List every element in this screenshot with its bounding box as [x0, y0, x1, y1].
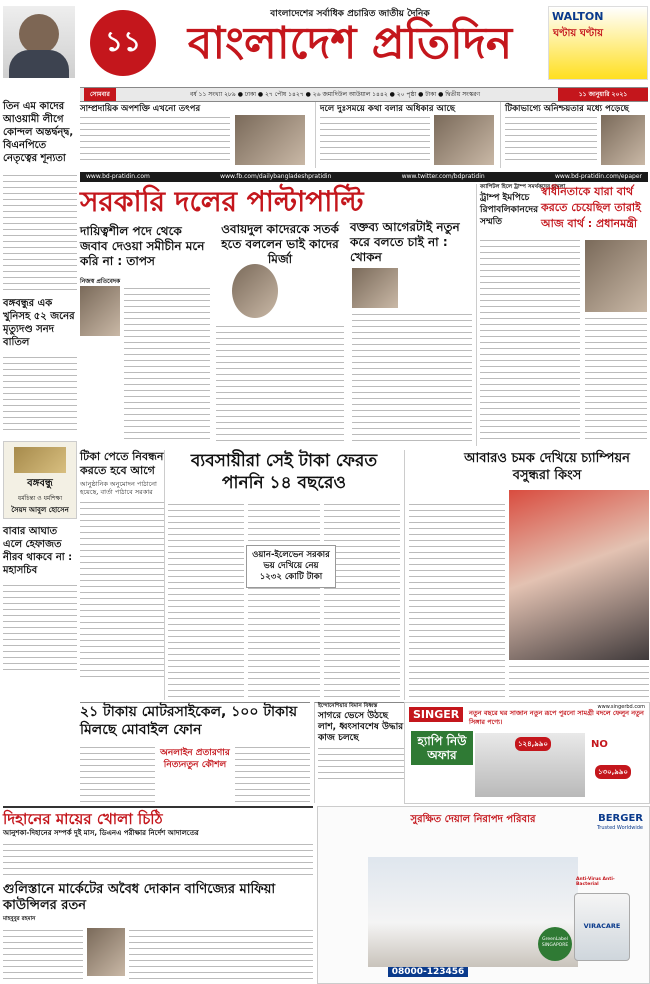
- left-item1-headline[interactable]: তিন এম কাদের আওয়ামী লীগে কোন্দল অন্তর্দ্বন্দ্ব, বিএনপিতে নেতৃত্বের শূন্যতা: [3, 101, 74, 164]
- masthead: [0, 0, 650, 85]
- right-lead-kicker: ক্যাপিটল হিলে ট্রাম্প সমর্থকদের হামলা: [480, 184, 566, 190]
- berger-product: VIRACARE: [574, 893, 630, 961]
- lead-sub-3: বক্তব্য আগেরটাই নতুন করে বলতে চাই না : খোকন: [350, 220, 460, 264]
- lead-story[interactable]: [80, 184, 472, 446]
- singer-tagline: নতুন বছরে ঘর সাজান নতুন রূপে পুরনো সামগ্রী বদলে ফেলুন নতুন সিঙ্গার পণ্যে।: [469, 709, 644, 726]
- web-link-facebook[interactable]: www.fb.com/dailybangladeshpratidin: [220, 173, 332, 180]
- motorbike-inset: অনলাইন প্রতারণার নিত্যনতুন কৌশল: [160, 748, 230, 770]
- book-subtitle: ধর্মচিন্তা ও ধর্মশিক্ষা: [17, 495, 63, 502]
- top-story-1-headline: সাম্প্রদায়িক অপশক্তি এখনো তৎপর: [80, 104, 201, 114]
- top-story-2-photo: [434, 115, 494, 165]
- one-eleven-inset: ওয়ান-ইলেভেন সরকার ভয় দেখিয়ে নেয় ১২৩২ কোটি টাকা: [246, 545, 336, 588]
- english-date: ১১ জানুয়ারি ২০২১: [558, 88, 648, 101]
- top-story-3[interactable]: [500, 102, 650, 168]
- vaccine-registration-story[interactable]: [80, 450, 165, 700]
- lead-headline: সরকারি দলের পাল্টাপাল্টি: [80, 185, 364, 218]
- top-story-1-photo: [235, 115, 305, 165]
- vaccine-headline: টিকা পেতে নিবন্ধন করতে হবে আগে: [80, 450, 164, 477]
- left-item3-headline[interactable]: বাবার আঘাত এলে হেফাজত নীরব থাকবে না : মহাসচিব: [3, 526, 73, 576]
- anniversary-number: ১১: [104, 24, 142, 58]
- book-author: সৈয়দ আবুল হোসেন: [11, 506, 69, 514]
- web-link-epaper[interactable]: www.bd-pratidin.com/epaper: [555, 173, 642, 180]
- berger-head: সুরক্ষিত দেয়াল নিরাপদ পরিবার: [410, 814, 536, 825]
- top-stories-row: [80, 102, 648, 170]
- dihan-mother-headline[interactable]: দিহানের মায়ের খোলা চিঠি: [3, 810, 163, 828]
- berger-hotline[interactable]: 08000-123456: [388, 967, 468, 977]
- dihan-mother-subhead: আনুশকা-দিহানের সম্পর্ক দুই মাস, ডিএনএ পরীক্ষার নির্দেশ আদালতের: [3, 829, 199, 837]
- singer-web: www.singerbd.com: [597, 704, 645, 710]
- web-link-site[interactable]: www.bd-pratidin.com: [86, 173, 150, 180]
- right-lead-sub-a: ট্রাম্প ইমপিচে রিপাবলিকানদের সম্মতি: [480, 193, 539, 227]
- walton-brand: WALTON: [552, 10, 604, 23]
- dateline: বর্ষ ১১ সংখ্যা ২৮৯ ● ঢাকা ● ২৭ পৌষ ১৪২৭ ● ২৬ জমাদিউল আউয়াল ১৪৪২ ● ২০ পৃষ্ঠা ● টাকা ● দ্বিতীয় সংস্করণ: [190, 91, 481, 98]
- right-lead[interactable]: [476, 184, 649, 446]
- singer-no-badge: NO: [591, 739, 608, 750]
- plane-headline: সাগরে ভেসে উঠছে লাশ, ধ্বংসাবশেষ উদ্ধার কাজ চলছে: [318, 711, 404, 743]
- top-story-3-photo: [601, 115, 645, 165]
- greenlabel-badge: GreenLabel SINGAPORE: [538, 927, 572, 961]
- anniversary-badge: [90, 10, 156, 76]
- top-story-2[interactable]: [315, 102, 500, 168]
- top-story-1[interactable]: [80, 102, 310, 168]
- businessmen-money-story[interactable]: [168, 450, 400, 700]
- lead-photo-3: [352, 268, 398, 308]
- left-item1-text: [3, 173, 77, 291]
- bottom-stories: [3, 806, 313, 984]
- vaccine-subhead: আনুষ্ঠানিক অনুমোদন পাঠানো হয়েছে, বার্তা পাঠাবে সরকার: [80, 480, 157, 496]
- web-links-strip: [80, 172, 648, 182]
- right-lead-photo: [585, 240, 647, 312]
- singer-offer: হ্যাপি নিউ অফার: [411, 731, 473, 765]
- left-item3-text: [3, 583, 77, 675]
- singer-brand: SINGER: [409, 707, 463, 722]
- berger-brand: BERGER: [598, 813, 643, 824]
- top-story-3-headline: টিকাভাগ্যে অনিশ্চয়তার মধ্যে পড়েছে: [505, 104, 629, 114]
- book-title: বঙ্গবন্ধু: [27, 478, 53, 489]
- berger-ad[interactable]: [317, 806, 650, 984]
- lead-photo-2: [232, 264, 278, 318]
- left-item2-headline[interactable]: বঙ্গবন্ধুর এক খুনিসহ ৫২ জনের মৃত্যুদণ্ড সনদ বাতিল: [3, 298, 75, 348]
- gulistan-headline[interactable]: গুলিস্তানে মার্কেটের অবৈধ দোকান বাণিজ্যের মাফিয়া কাউন্সিলর রতন: [3, 882, 276, 913]
- masthead-left-photo: [3, 6, 75, 78]
- sports-story[interactable]: [404, 450, 649, 700]
- singer-ad[interactable]: [404, 702, 650, 804]
- top-story-2-headline: দলে দুঃসময়ে কথা বলার অধিকার আছে: [320, 104, 456, 114]
- singer-price-2: ১৩০,৯৯০: [595, 765, 631, 779]
- gulistan-byline: মাহবুবুর রহমান: [3, 916, 36, 922]
- motorbike-headline: ২১ টাকায় মোটরসাইকেল, ১০০ টাকায় মিলছে মোবাইল ফোন: [80, 704, 298, 738]
- masthead-title: বাংলাদেশ প্রতিদিন: [187, 18, 513, 69]
- plane-crash-story[interactable]: [314, 702, 408, 803]
- walton-text: ঘণ্টায় ঘণ্টায়: [553, 28, 604, 39]
- day-label: সোমবার: [84, 88, 116, 101]
- motorbike-fraud-story[interactable]: [80, 702, 310, 803]
- masthead-tagline: বাংলাদেশের সর্বাধিক প্রচারিত জাতীয় দৈনিক: [270, 9, 430, 19]
- walton-ad[interactable]: [548, 6, 648, 80]
- lead-sub-2: ওবায়দুল কাদেরকে সতর্ক হতে বললেন ভাই কাদের মির্জা: [221, 222, 339, 266]
- singer-price-1: ১২৪,৯৯০: [515, 737, 551, 751]
- businessmen-headline: ব্যবসায়ীরা সেই টাকা ফেরত পাননি ১৪ বছরেও: [190, 451, 378, 493]
- left-column: [3, 100, 77, 600]
- gulistan-photo: [87, 928, 125, 976]
- lead-sub-1: দায়িত্বশীল পদে থেকে জবাব দেওয়া সমীচীন মনে করি না : তাপস: [80, 224, 205, 268]
- left-item2-text: [3, 355, 77, 435]
- date-strip: [80, 87, 648, 102]
- book-ad[interactable]: [3, 441, 77, 519]
- sports-photo: [509, 490, 649, 660]
- web-link-twitter[interactable]: www.twitter.com/bdpratidin: [401, 173, 485, 180]
- berger-brand-sub: Trusted Worldwide: [596, 825, 643, 831]
- lead-byline: নিজস্ব প্রতিবেদক: [80, 278, 121, 285]
- right-lead-headline: স্বাধীনতাকে যারা বার্থ করতে চেয়েছিল তারাই আজ বার্থ : প্রধানমন্ত্রী: [541, 185, 641, 230]
- antivirus-badge: Anti-Virus Anti-Bacterial: [576, 877, 615, 887]
- lead-photo-1: [80, 286, 120, 336]
- plane-kicker: ইন্দোনেশিয়ার বিমান বিধ্বস্ত: [318, 703, 378, 709]
- sports-headline: আবারও চমক দেখিয়ে চ্যাম্পিয়ন বসুন্ধরা কিংস: [464, 451, 630, 483]
